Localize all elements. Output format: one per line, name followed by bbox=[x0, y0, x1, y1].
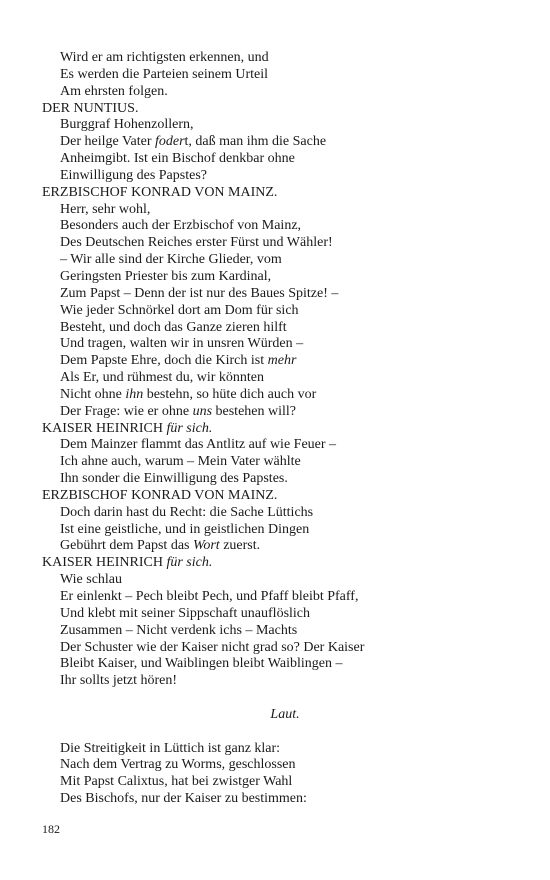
italic-segment: für sich. bbox=[166, 555, 213, 571]
text-segment: Einwilligung des Papstes? bbox=[60, 167, 207, 183]
verse-line bbox=[0, 437, 550, 454]
verse-line bbox=[0, 522, 550, 539]
verse-line bbox=[0, 791, 550, 808]
verse-line bbox=[0, 67, 550, 84]
italic-segment: ihn bbox=[125, 386, 144, 402]
italic-segment: für sich. bbox=[166, 420, 213, 436]
verse-line bbox=[0, 286, 550, 303]
text-segment: Zusammen – Nicht verdenk ichs – Machts bbox=[60, 622, 298, 638]
verse-line bbox=[0, 134, 550, 151]
text-segment: Er einlenkt – Pech bleibt Pech, und Pfaff bleibt Pfaff, bbox=[60, 589, 359, 604]
verse-line bbox=[0, 151, 550, 168]
stage-direction bbox=[0, 707, 550, 724]
text-segment: Dem Mainzer flammt das Antlitz auf wie Feuer – bbox=[60, 437, 337, 453]
verse-line bbox=[0, 741, 550, 758]
speaker-line bbox=[0, 101, 550, 118]
text-segment: Mit Papst Calixtus, hat bei zwistger Wahl bbox=[60, 774, 293, 790]
italic-segment: Wort bbox=[192, 538, 220, 554]
verse-line bbox=[0, 235, 550, 252]
text-segment: Geringsten Priester bis zum Kardinal, bbox=[60, 268, 272, 284]
text-segment: Wie jeder Schnörkel dort am Dom für sich bbox=[60, 302, 299, 318]
verse-line bbox=[0, 673, 550, 690]
text-segment: Wird er am richtigsten erkennen, und bbox=[60, 50, 269, 65]
text-segment: Und tragen, walten wir in unsren Würden – bbox=[60, 336, 304, 352]
text-segment: Bleibt Kaiser, und Waiblingen bleibt Waiblingen – bbox=[60, 656, 343, 672]
drama-text bbox=[0, 50, 550, 808]
verse-line bbox=[0, 656, 550, 673]
text-segment: Nach dem Vertrag zu Worms, geschlossen bbox=[60, 757, 296, 773]
text-segment: Am ehrsten folgen. bbox=[60, 83, 168, 99]
verse-line bbox=[0, 202, 550, 219]
italic-segment: uns bbox=[192, 403, 213, 419]
verse-line bbox=[0, 505, 550, 522]
text-segment: Ihn sonder die Einwilligung des Papstes. bbox=[60, 471, 288, 487]
verse-line bbox=[0, 589, 550, 606]
speaker-line bbox=[0, 185, 550, 202]
verse-line bbox=[0, 252, 550, 269]
text-segment: t, daß man ihm die Sache bbox=[184, 134, 327, 150]
verse-line bbox=[0, 623, 550, 640]
text-segment: Und klebt mit seiner Sippschaft unauflöslich bbox=[60, 605, 311, 621]
text-segment: KAISER HEINRICH bbox=[42, 420, 167, 436]
verse-line bbox=[0, 471, 550, 488]
verse-line bbox=[0, 404, 550, 421]
verse-line bbox=[0, 303, 550, 320]
text-segment: Ich ahne auch, warum – Mein Vater wählte bbox=[60, 454, 301, 470]
text-segment: Besteht, und doch das Ganze zieren hilft bbox=[60, 319, 287, 335]
verse-line bbox=[0, 454, 550, 471]
text-segment: Des Bischofs, nur der Kaiser zu bestimmen: bbox=[60, 791, 307, 807]
text-segment: Herr, sehr wohl, bbox=[60, 201, 151, 217]
text-segment: Der Schuster wie der Kaiser nicht grad so? Der Kaiser bbox=[60, 639, 365, 655]
text-segment: Burggraf Hohenzollern, bbox=[60, 117, 194, 133]
text-segment: bestehen will? bbox=[212, 403, 296, 419]
text-segment: Des Deutschen Reiches erster Fürst und Wähler! bbox=[60, 235, 333, 251]
verse-line bbox=[0, 336, 550, 353]
verse-line bbox=[0, 606, 550, 623]
speaker-line bbox=[0, 488, 550, 505]
text-segment: bestehn, so hüte dich auch vor bbox=[143, 386, 317, 402]
page-number: 182 bbox=[42, 822, 60, 836]
text-segment: Ist eine geistliche, und in geistlichen Dingen bbox=[60, 521, 310, 537]
verse-line bbox=[0, 538, 550, 555]
verse-line bbox=[0, 117, 550, 134]
text-segment: Nicht ohne bbox=[60, 386, 126, 402]
italic-segment: mehr bbox=[267, 353, 297, 369]
text-segment: DER NUNTIUS. bbox=[42, 100, 139, 116]
verse-line bbox=[0, 218, 550, 235]
verse-line bbox=[0, 757, 550, 774]
verse-line bbox=[0, 774, 550, 791]
text-segment: Doch darin hast du Recht: die Sache Lüttichs bbox=[60, 504, 314, 520]
text-segment: zuerst. bbox=[219, 538, 261, 554]
verse-line bbox=[0, 572, 550, 589]
text-segment: Der heilge Vater bbox=[60, 134, 155, 150]
verse-line bbox=[0, 353, 550, 370]
verse-line bbox=[0, 50, 550, 67]
verse-line bbox=[0, 320, 550, 337]
speaker-line bbox=[0, 555, 550, 572]
verse-line bbox=[0, 84, 550, 101]
verse-line bbox=[0, 640, 550, 657]
verse-line bbox=[0, 168, 550, 185]
text-segment: Es werden die Parteien seinem Urteil bbox=[60, 66, 268, 82]
verse-line bbox=[0, 269, 550, 286]
verse-line bbox=[0, 387, 550, 404]
text-segment: Zum Papst – Denn der ist nur des Baues Spitze! – bbox=[60, 285, 339, 301]
text-segment: Ihr sollts jetzt hören! bbox=[60, 673, 178, 689]
italic-segment: foder bbox=[154, 134, 185, 150]
text-segment: ERZBISCHOF KONRAD VON MAINZ. bbox=[42, 487, 278, 503]
blank-line bbox=[0, 724, 550, 741]
text-segment: Laut. bbox=[270, 706, 300, 722]
text-segment: Als Er, und rühmest du, wir könnten bbox=[60, 370, 264, 386]
text-segment: KAISER HEINRICH bbox=[42, 555, 167, 571]
text-segment: Die Streitigkeit in Lüttich ist ganz klar: bbox=[60, 740, 281, 756]
text-segment: – Wir alle sind der Kirche Glieder, vom bbox=[60, 252, 282, 268]
text-segment: ERZBISCHOF KONRAD VON MAINZ. bbox=[42, 184, 278, 200]
text-segment: Gebührt dem Papst das bbox=[60, 538, 193, 554]
text-segment: Besonders auch der Erzbischof von Mainz, bbox=[60, 218, 302, 234]
speaker-line bbox=[0, 421, 550, 438]
text-segment: Dem Papste Ehre, doch die Kirch ist bbox=[60, 353, 268, 369]
text-segment: Wie schlau bbox=[60, 572, 123, 588]
verse-line bbox=[0, 370, 550, 387]
blank-line bbox=[0, 690, 550, 707]
text-segment: Anheimgibt. Ist ein Bischof denkbar ohne bbox=[60, 151, 295, 167]
text-segment: Der Frage: wie er ohne bbox=[60, 403, 193, 419]
